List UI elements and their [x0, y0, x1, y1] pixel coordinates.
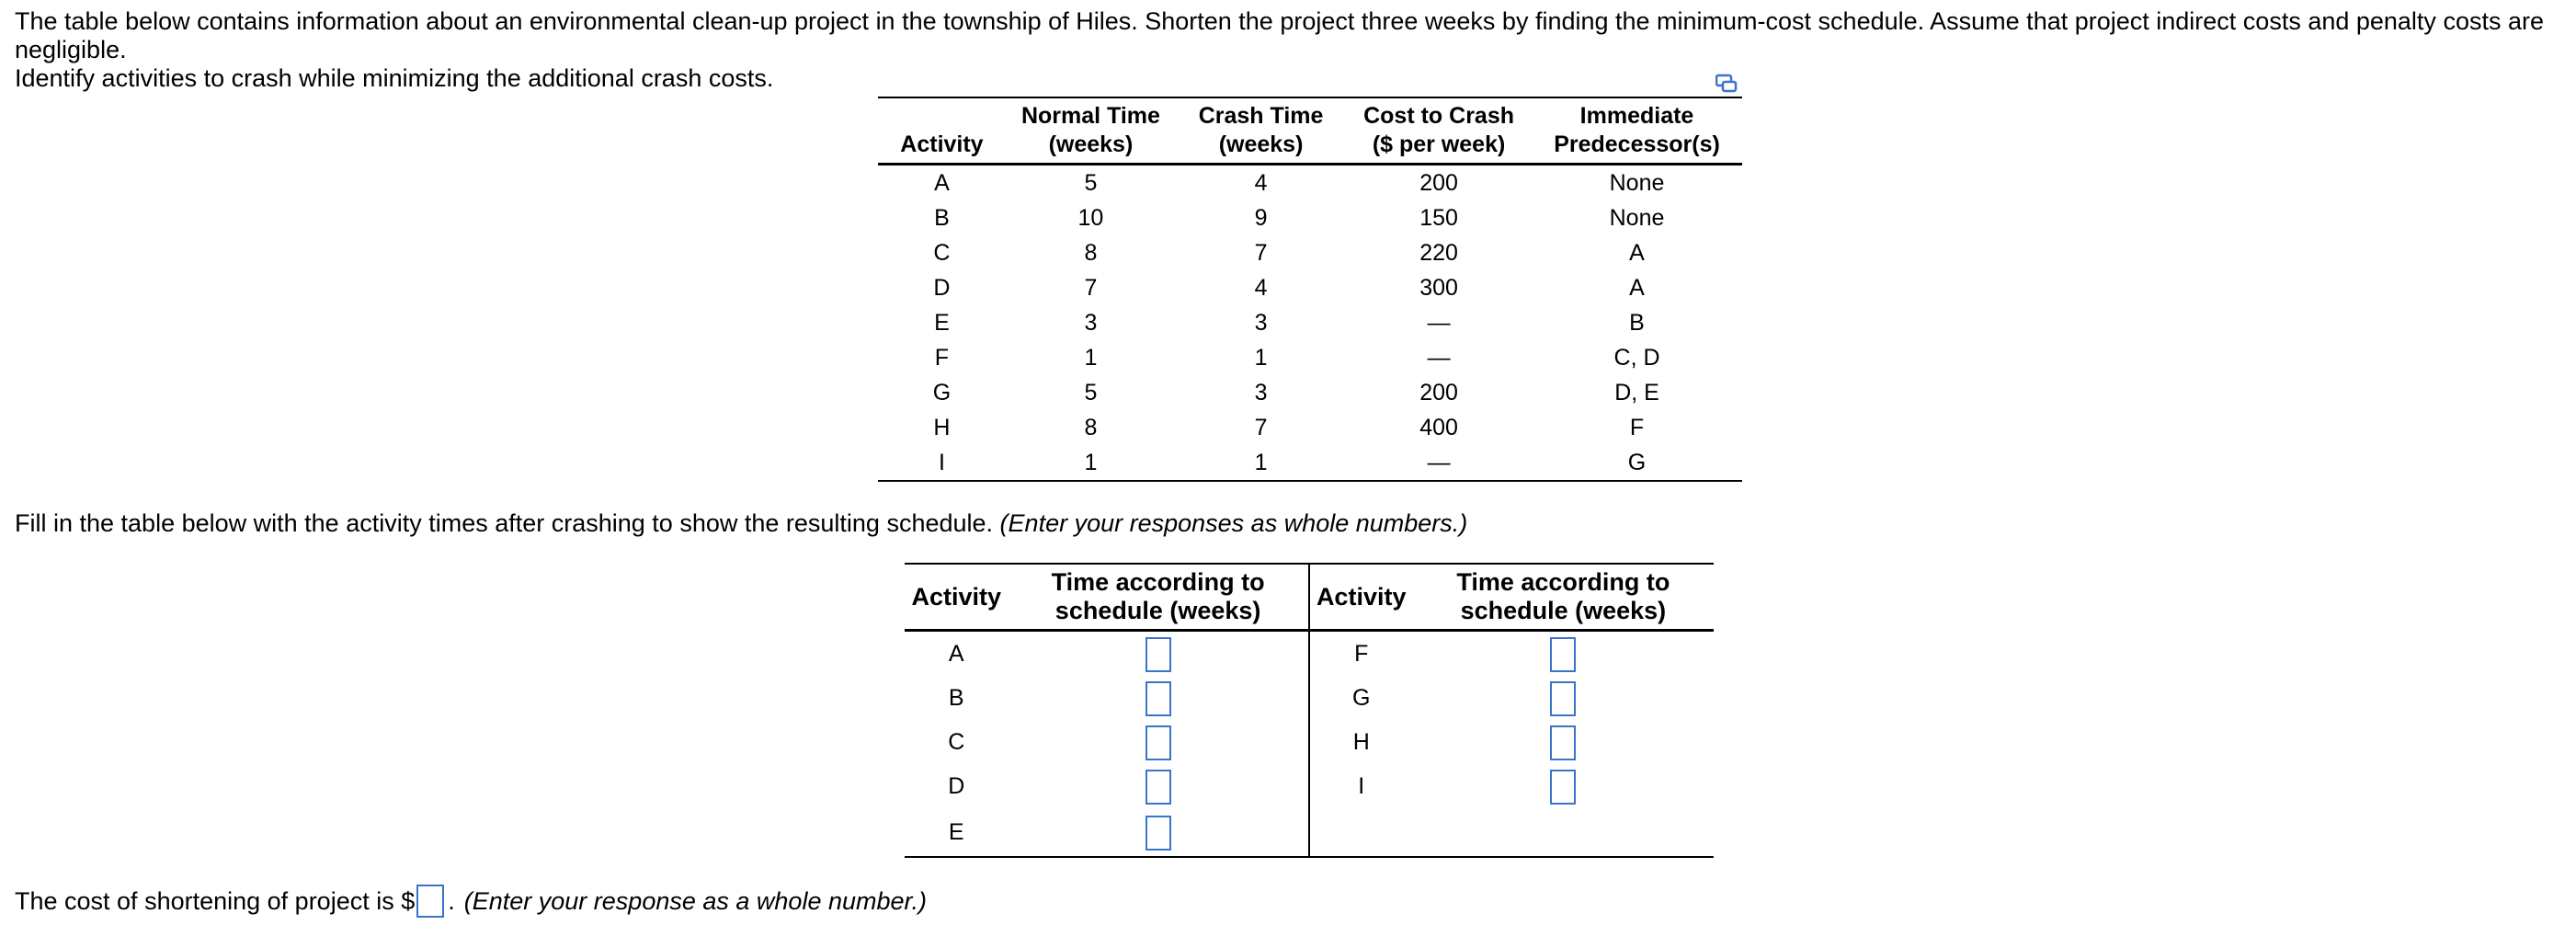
- answer-activity-f: F: [1309, 631, 1413, 677]
- answer-cell-c: [1008, 720, 1308, 764]
- crash-time-cell: 4: [1254, 275, 1268, 301]
- crash-time-cell: 4: [1254, 170, 1268, 196]
- predecessor-cell: A: [1629, 240, 1645, 266]
- activity-cell: F: [934, 345, 950, 371]
- answer-header-activity-right: Activity: [1309, 564, 1413, 631]
- time-input-b[interactable]: [1146, 681, 1171, 716]
- predecessor-cell: None: [1609, 205, 1665, 231]
- activity-data-table: [878, 97, 1742, 482]
- cost-prefix: The cost of shortening of project is $: [15, 887, 416, 915]
- table-row: [905, 764, 1714, 808]
- predecessor-cell: A: [1629, 275, 1645, 301]
- answer-cell-g: [1413, 676, 1714, 720]
- crash-time-cell: 7: [1254, 415, 1268, 440]
- cost-question: [15, 885, 927, 918]
- predecessor-cell: None: [1609, 170, 1665, 196]
- activity-cell: H: [933, 415, 951, 440]
- crash-cost-cell: 150: [1419, 205, 1458, 231]
- normal-time-cell: 5: [1084, 170, 1098, 196]
- predecessor-cell: C, D: [1613, 345, 1660, 371]
- crash-cost-cell: —: [1427, 310, 1451, 336]
- normal-time-cell: 1: [1084, 450, 1098, 475]
- header-cost-to-crash: Cost to Crash ($ per week): [1363, 103, 1515, 157]
- normal-time-cell: 10: [1077, 205, 1104, 231]
- answer-cell-h: [1413, 720, 1714, 764]
- predecessor-cell: F: [1629, 415, 1645, 440]
- header-immediate-predecessors: Immediate Predecessor(s): [1554, 103, 1720, 157]
- table-row: [905, 808, 1714, 857]
- answer-cell-e: [1008, 808, 1308, 857]
- time-input-h[interactable]: [1550, 725, 1576, 760]
- answer-cell-a: [1008, 631, 1308, 677]
- table-row: [878, 410, 1742, 445]
- table-row: [878, 305, 1742, 340]
- table-row: [878, 270, 1742, 305]
- cost-input[interactable]: [416, 885, 444, 918]
- answer-empty-cell: [1413, 808, 1714, 857]
- answer-cell-i: [1413, 764, 1714, 808]
- normal-time-cell: 1: [1084, 345, 1098, 371]
- predecessor-cell: B: [1629, 310, 1645, 336]
- cost-suffix: .: [448, 887, 455, 915]
- normal-time-cell: 8: [1084, 415, 1098, 440]
- answer-activity-e: E: [948, 819, 964, 845]
- answer-empty-activity: [1309, 808, 1413, 857]
- table-row: [878, 340, 1742, 375]
- header-activity: Activity: [900, 131, 984, 157]
- answer-activity-g: G: [1309, 676, 1413, 720]
- activity-cell: G: [932, 380, 952, 405]
- time-input-a[interactable]: [1146, 637, 1171, 672]
- answer-activity-a: A: [948, 641, 964, 667]
- crash-cost-cell: 300: [1419, 275, 1458, 301]
- data-table-header-row: [878, 97, 1742, 165]
- normal-time-cell: 5: [1084, 380, 1098, 405]
- answer-activity-d: D: [948, 773, 965, 799]
- copy-icon[interactable]: [1715, 74, 1738, 94]
- schedule-answer-table: [905, 563, 1714, 858]
- crash-cost-cell: 200: [1419, 380, 1458, 405]
- instruction-note: (Enter your responses as whole numbers.): [999, 509, 1468, 537]
- table-row: [905, 676, 1714, 720]
- crash-time-cell: 3: [1254, 380, 1268, 405]
- fill-in-instruction: [15, 509, 1467, 538]
- answer-activity-c: C: [948, 729, 965, 755]
- answer-activity-h: H: [1309, 720, 1413, 764]
- activity-cell: E: [934, 310, 950, 336]
- problem-statement: [15, 7, 2570, 93]
- problem-text-line-2: Identify activities to crash while minimizing the additional crash costs.: [15, 64, 774, 92]
- normal-time-cell: 3: [1084, 310, 1098, 336]
- answer-table-header-row: [905, 564, 1714, 631]
- crash-time-cell: 7: [1254, 240, 1268, 266]
- answer-cell-f: [1413, 631, 1714, 677]
- answer-header-time-left: Time according to schedule (weeks): [1051, 568, 1265, 624]
- table-row: [905, 720, 1714, 764]
- activity-cell: C: [933, 240, 951, 266]
- crash-time-cell: 3: [1254, 310, 1268, 336]
- crash-cost-cell: 220: [1419, 240, 1458, 266]
- normal-time-cell: 7: [1084, 275, 1098, 301]
- problem-text-line-1: The table below contains information about an environmental clean-up project in the township of Hiles. Shorten the project three weeks by finding the minimum-cost schedule. Assume that project indirect costs and penalty costs are negligible.: [15, 7, 2544, 63]
- crash-time-cell: 1: [1254, 450, 1268, 475]
- answer-header-activity-left: Activity: [911, 582, 1002, 611]
- cost-note: (Enter your response as a whole number.): [463, 887, 927, 915]
- time-input-g[interactable]: [1550, 681, 1576, 716]
- answer-activity-b: B: [948, 685, 964, 711]
- table-row: [878, 375, 1742, 410]
- activity-cell: B: [934, 205, 950, 231]
- normal-time-cell: 8: [1084, 240, 1098, 266]
- table-row: [878, 200, 1742, 235]
- predecessor-cell: D, E: [1614, 380, 1659, 405]
- answer-cell-d: [1008, 764, 1308, 808]
- activity-cell: I: [938, 450, 945, 475]
- activity-cell: A: [934, 170, 950, 196]
- table-row: [878, 445, 1742, 481]
- time-input-c[interactable]: [1146, 725, 1171, 760]
- time-input-e[interactable]: [1146, 816, 1171, 851]
- activity-cell: D: [933, 275, 951, 301]
- answer-cell-b: [1008, 676, 1308, 720]
- time-input-i[interactable]: [1550, 770, 1576, 805]
- predecessor-cell: G: [1627, 450, 1647, 475]
- crash-time-cell: 9: [1254, 205, 1268, 231]
- time-input-d[interactable]: [1146, 770, 1171, 805]
- instruction-text: Fill in the table below with the activity times after crashing to show the resulting schedule.: [15, 509, 994, 537]
- table-row: [878, 165, 1742, 201]
- answer-activity-i: I: [1309, 764, 1413, 808]
- crash-time-cell: 1: [1254, 345, 1268, 371]
- time-input-f[interactable]: [1550, 637, 1576, 672]
- crash-cost-cell: —: [1427, 450, 1451, 475]
- header-normal-time: Normal Time (weeks): [1020, 103, 1160, 157]
- header-crash-time: Crash Time (weeks): [1198, 103, 1324, 157]
- table-row: [878, 235, 1742, 270]
- crash-cost-cell: 400: [1419, 415, 1458, 440]
- table-row: [905, 631, 1714, 677]
- answer-header-time-right: Time according to schedule (weeks): [1456, 568, 1670, 624]
- crash-cost-cell: —: [1427, 345, 1451, 371]
- crash-cost-cell: 200: [1419, 170, 1458, 196]
